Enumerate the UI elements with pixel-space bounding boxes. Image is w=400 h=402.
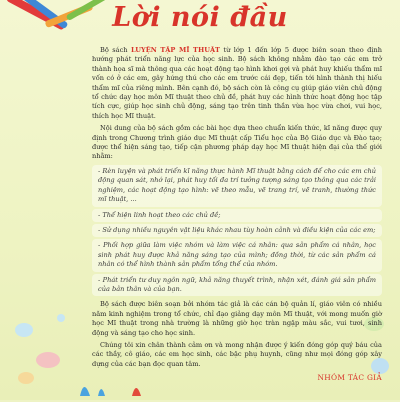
aim-item: - Rèn luyện và phát triển kĩ năng thực hành Mĩ thuật bằng cách để cho các em chủ động quan sát, nhớ lại, phát huy tối đa trí tưởng tượng sáng tạo thông qua các trải nghiệm, các hoạt động tạo hình: vẽ theo mẫu, vẽ trang trí, vẽ tranh, thường thức mĩ thuật, ... <box>92 165 382 207</box>
paint-splash-left <box>6 300 76 390</box>
series-name: LUYỆN TẬP MĨ THUẬT <box>130 46 220 54</box>
foreword-body <box>92 46 382 372</box>
aims-list <box>92 165 382 296</box>
aim-item: - Phối hợp giữa làm việc nhóm và làm việc cá nhân: qua sản phẩm cá nhân, học sinh phát huy được khả năng sáng tạo của mình; đồng thời, từ các sản phẩm cá nhân có thể hình thành sản phẩm tổng thể của nhóm. <box>92 239 382 271</box>
paragraph-authors-intro: Bộ sách được biên soạn bởi nhóm tác giả là các cán bộ quản lí, giáo viên có nhiều năm kinh nghiệm trong tổ chức, chỉ đạo giảng dạy môn Mĩ thuật, với mong muốn giờ học Mĩ thuật trong nhà trường là những giờ học tràn ngập màu sắc, vui tươi, sinh động và sáng tạo cho học sinh. <box>92 300 382 337</box>
author-signature: NHÓM TÁC GIẢ <box>317 373 382 382</box>
paragraph-thanks: Chúng tôi xin chân thành cảm ơn và mong nhận được ý kiến đóng góp quý báu của các thầy, cô giáo, các em học sinh, các bậc phụ huynh, cũng như mọi đóng góp xây dựng của các bạn đọc quan tâm. <box>92 340 382 368</box>
aim-item: - Sử dụng nhiều nguyên vật liệu khác nhau tùy hoàn cảnh và điều kiện của các em; <box>92 224 382 237</box>
paragraph-intro: Bộ sách LUYỆN TẬP MĨ THUẬT từ lớp 1 đến lớp 5 được biên soạn theo định hướng phát triển năng lực của học sinh. Bộ sách không nhằm đào tạo các em trở thành họa sĩ mà thông qua các hoạt động tạo hình khơi gợi và phát huy khiếu thẩm mĩ vốn có ở các em, gây hứng thú cho các em trước cái đẹp, tiến tới hình thành thị hiếu thẩm mĩ của riêng mình. Bên cạnh đó, bộ sách còn là công cụ giúp giáo viên chủ động tổ chức dạy học môn Mĩ thuật theo chủ đề, phát huy các hình thức hoạt động học tập tích cực, giúp học sinh chủ động, sáng tạo trên tinh thần vừa học vừa chơi, vui học, thích học Mĩ thuật. <box>92 46 383 120</box>
aim-item: - Phát triển tư duy ngôn ngữ, khả năng thuyết trình, nhận xét, đánh giá sản phẩm của bản thân và của bạn. <box>92 274 382 297</box>
splash-drops-bottom <box>70 372 170 398</box>
page-title: Lời nói đầu <box>112 2 288 33</box>
aim-item: - Thể hiện linh hoạt theo các chủ đề; <box>92 209 382 222</box>
paragraph-content: Nội dung của bộ sách gồm các bài học dựa theo chuẩn kiến thức, kĩ năng được quy định trong Chương trình giáo dục Mĩ thuật cấp Tiểu học của Bộ Giáo dục và Đào tạo; được thể hiện sáng tạo, tiếp cận phương pháp dạy học Mĩ thuật hiện đại của thế giới nhằm: <box>92 124 382 161</box>
